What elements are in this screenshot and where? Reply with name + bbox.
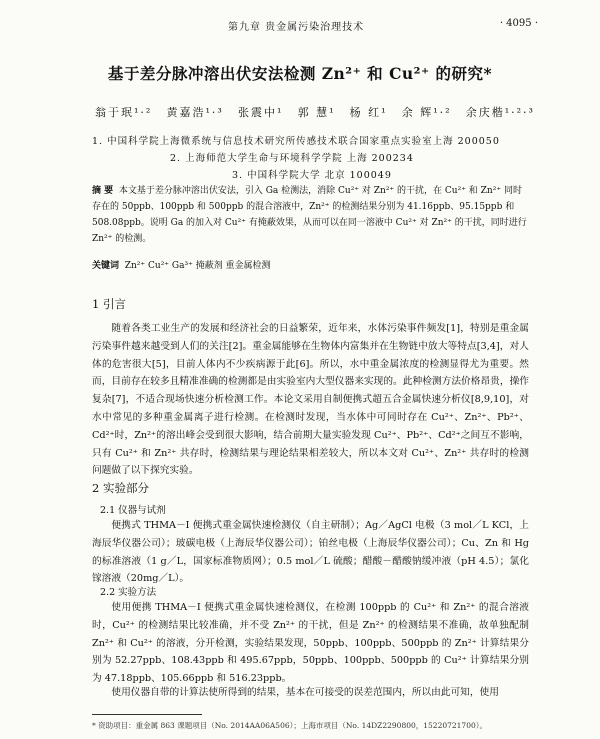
intro-paragraph: 随着各类工业生产的发展和经济社会的日益繁荣，近年来，水体污染事件频发[1]，特别是重金属污染事件越来越受到人们的关注[2]。重金属能够在生物体内富集并在生物链中放大等特点[3,4]，对人体的危害很大[5]，目前人体内不少疾病源于此[6]。所以，水中重金属浓度的检测显得尤为重要。然而，目前存在较多且精准准确的检测都是由实验室内大型仪器来实现的。此种检测方法价格昂贵，操作复杂[7]，不适合现场快速分析检测工作。本论文采用自制便携式超五合金属快速分析仪[8,9,10]，对水中常见的多种重金属离子进行检测。在检测时发现，当水体中可同时存在 Cu²⁺、Zn²⁺、Pb²⁺、Cd²⁺时，Zn²⁺的溶出峰会受到很大影响，结合前期大量实验发现 Cu²⁺、Pb²⁺、Cd²⁺之间互不影响，只有 Cu²⁺ 和 Zn²⁺ 共存时，检测结果与理论结果相差较大，所以本文对 Cu²⁺、Zn²⁺ 共存时的检测问题做了以下探究实验。 xyxy=(92,323,529,477)
footnote: * 资助项目：重金属 863 课题项目（No. 2014AA06A506）；上海市项目（No. 14DZ2290800，15220721700）。 xyxy=(92,721,487,730)
abstract xyxy=(92,183,527,247)
author: 余庆楷¹·²·³ xyxy=(465,106,535,119)
running-header-page-number: · 4095 · xyxy=(499,18,538,29)
keywords xyxy=(92,258,271,271)
method-paragraph: 使用便携 THMA－I 便携式重金属快速检测仪，在检测 100ppb 的 Cu²⁺ 和 Zn²⁺ 的混合溶液时，Cu²⁺ 的检测结果比较准确，并不受 Zn²⁺ 的干扰，但是 Zn²⁺ 的检测结果不准确，故单独配制 Zn²⁺ 和 Cu²⁺ 的溶液，分开检测，实验结果发现，50ppb、100ppb、500ppb 的 Zn²⁺ 计算结果分别为 52.27ppb、108.43ppb 和 495.67ppb，50ppb、100ppb、500ppb 的 Cu²⁺ 计算结果分别为 47.18ppb、105.66ppb 和 516.23ppb。 xyxy=(92,602,529,685)
section-heading-experiment: 2 实验部分 xyxy=(92,481,149,495)
affiliation-1: 1. 中国科学院上海微系统与信息技术研究所传感技术联合国家重点实验室上海 200050 xyxy=(92,136,500,147)
keywords-label: 关键词 xyxy=(92,261,120,271)
affiliation-3: 3. 中国科学院大学 北京 100049 xyxy=(232,170,392,181)
method-paragraph-continued: 使用仪器自带的计算法使所得到的结果，基本在可接受的误差范围内，所以由此可知，使用 xyxy=(111,687,499,698)
section-heading-intro: 1 引言 xyxy=(92,297,126,311)
keywords-text: Zn²⁺ Cu²⁺ Ga³⁺ 掩蔽剂 重金属检测 xyxy=(124,261,271,271)
author: 余 辉¹·² xyxy=(401,106,452,119)
author: 杨 红¹ xyxy=(349,106,388,119)
footnote-divider xyxy=(92,714,202,715)
subsection-heading-method: 2.2 实验方法 xyxy=(100,587,157,598)
author: 郭 慧¹ xyxy=(297,106,336,119)
subsection-heading-instruments: 2.1 仪器与试剂 xyxy=(100,505,166,516)
running-header-journal: 第九章 贵金属污染治理技术 xyxy=(228,22,365,33)
author: 黄嘉浩¹·³ xyxy=(166,106,224,119)
author-list xyxy=(95,104,535,120)
author: 翁于珉¹·² xyxy=(95,106,153,119)
author: 张震中¹ xyxy=(238,106,284,119)
paper-title: 基于差分脉冲溶出伏安法检测 Zn²⁺ 和 Cu²⁺ 的研究* xyxy=(107,64,493,83)
abstract-text: 本文基于差分脉冲溶出伏安法，引入 Ga 检测法，消除 Cu²⁺ 对 Zn²⁺ 的干扰，在 Cu²⁺ 和 Zn²⁺ 同时存在的 50ppb、100ppb 和 500ppb 的混合溶液中，Zn²⁺ 的检测结果分别为 41.16ppb、95.15ppb 和 508.08ppb。说明 Ga 的加入对 Cu²⁺ 有掩蔽效果，从而可以在同一溶液中 Cu²⁺ 对 Zn²⁺ 的干扰，同时进行 Zn²⁺ 的检测。 xyxy=(92,186,527,244)
instruments-paragraph: 便携式 THMA－I 便携式重金属快速检测仪（自主研制）；Ag／AgCl 电极（3 mol／L KCl，上海辰华仪器公司）；玻碳电极（上海辰华仪器公司）；铂丝电极（上海辰华仪器公司）；Cu、Zn 和 Hg 的标准溶液（1 g／L，国家标准物质网）；0.5 mol／L 硫酸；醋酸－醋酸钠缓冲液（pH 4.5）；氯化镓溶液（20mg／L）。 xyxy=(92,520,529,585)
abstract-label: 摘 要 xyxy=(92,186,114,196)
affiliation-2: 2. 上海师范大学生命与环境科学学院 上海 200234 xyxy=(170,153,414,164)
